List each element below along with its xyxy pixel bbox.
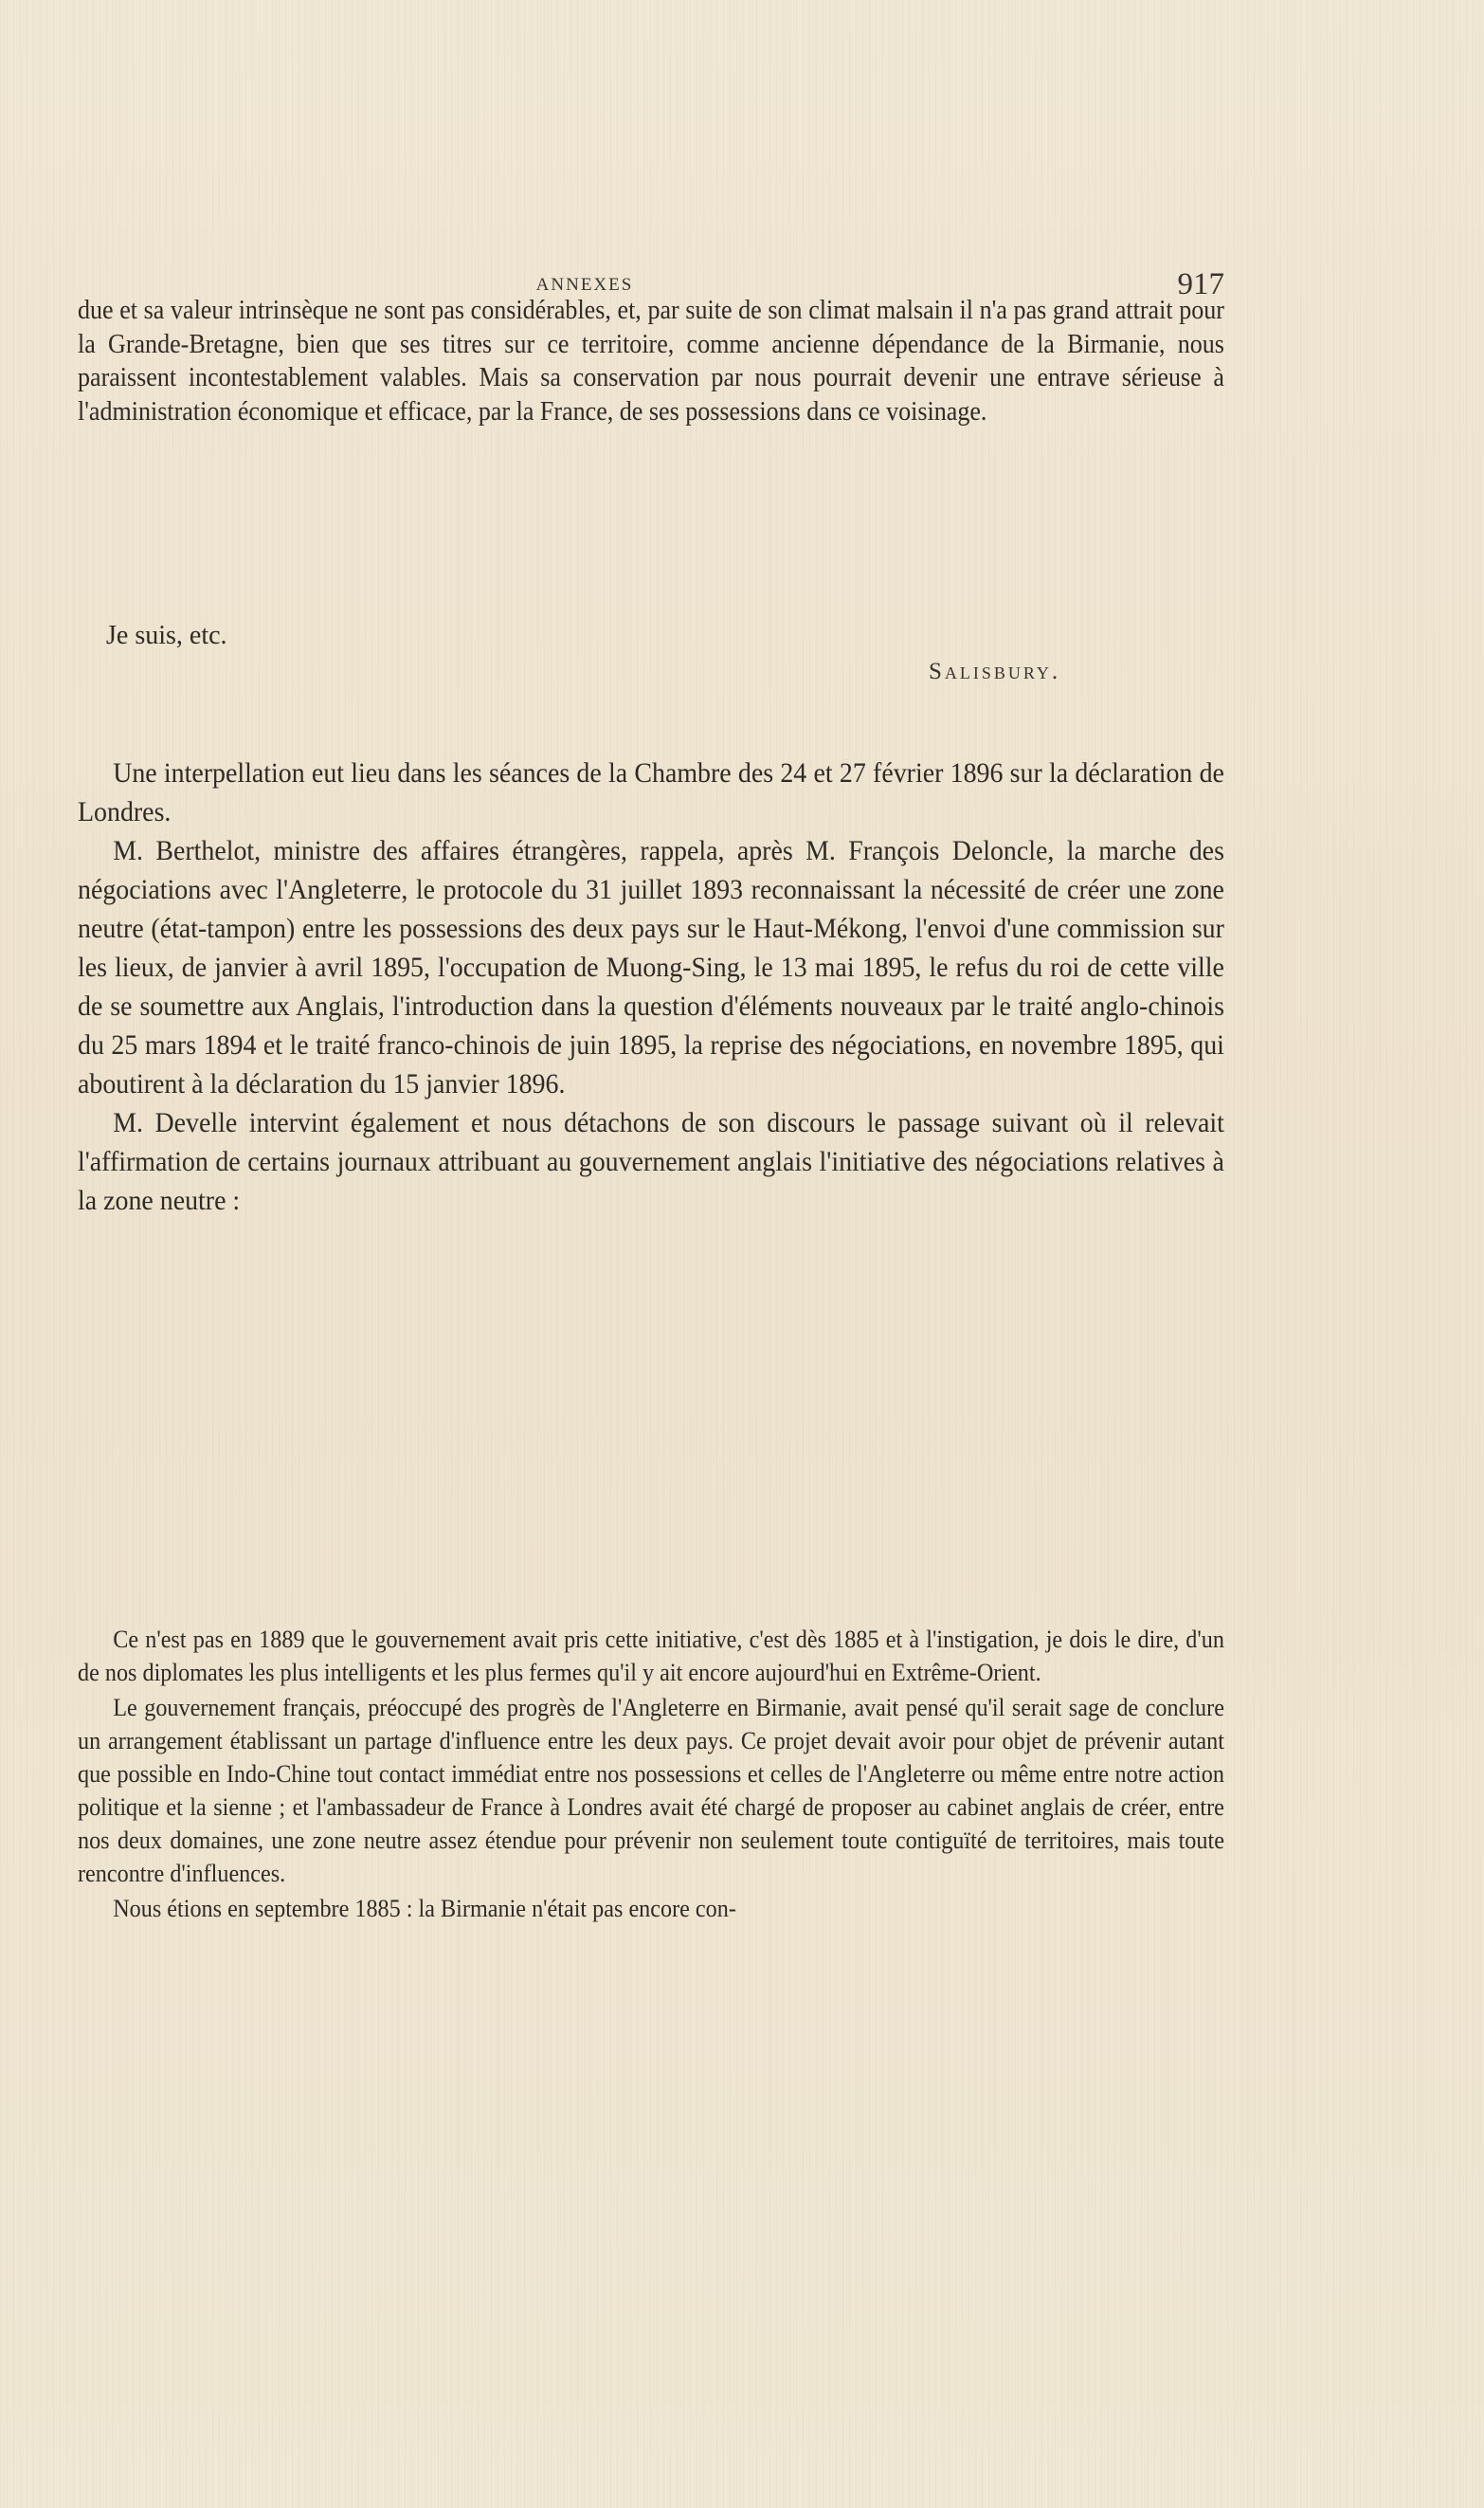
quote-paragraph-september: Nous étions en septembre 1885 : la Birmanie n'était pas encore con- (113, 1895, 736, 1922)
narrative-paragraph-berthelot: M. Berthelot, ministre des affaires étrangères, rappela, après M. François Deloncle, la marche des négociations avec l'Angleterre, le protocole du 31 juillet 1893 reconnaissant la nécessité de créer une zone neutre (état-tampon) entre les possessions des deux pays sur le Haut-Mékong, l'envoi d'une commission sur les lieux, de janvier à avril 1895, l'occupation de Muong-Sing, le 13 mai 1895, le refus du roi de cette ville de se soumettre aux Anglais, l'introduction dans la question d'éléments nouveaux par le traité anglo-chinois du 25 mars 1894 et le traité franco-chinois de juin 1895, la reprise des négociations, en novembre 1895, qui aboutirent à la déclaration du 15 janvier 1896. (78, 835, 1224, 1100)
quoted-speech (78, 1623, 1224, 1925)
running-title: ANNEXES (535, 275, 634, 295)
page-number: 917 (1177, 267, 1224, 301)
letter-paragraph: due et sa valeur intrinsèque ne sont pas considérables, et, par suite de son climat malsain il n'a pas grand attrait pour la Grande-Bretagne, bien que ses titres sur ce territoire, comme ancienne dépendance de la Birmanie, nous paraissent incontestablement valables. Mais sa conservation par nous pourrait devenir une entrave sérieuse à l'administration économique et efficace, par la France, de ses possessions dans ce voisinage. (78, 296, 1224, 427)
narrative-section (78, 754, 1224, 1220)
narrative-paragraph-develle: M. Develle intervint également et nous détachons de son discours le passage suivant où il relevait l'affirmation de certains journaux attribuant au gouvernement anglais l'initiative des négociations relatives à la zone neutre : (78, 1107, 1224, 1216)
narrative-paragraph-interpellation: Une interpellation eut lieu dans les séances de la Chambre des 24 et 27 février 1896 sur la déclaration de Londres. (78, 757, 1224, 827)
quote-paragraph-government: Le gouvernement français, préoccupé des progrès de l'Angleterre en Birmanie, avait pensé qu'il serait sage de conclure un arrangement établissant un partage d'influence entre les deux pays. Ce projet devait avoir pour objet de prévenir autant que possible en Indo-Chine tout contact immédiat entre nos possessions et celles de l'Angleterre ou même entre notre action politique et la sienne ; et l'ambassadeur de France à Londres avait été chargé de proposer au cabinet anglais de créer, entre nos deux domaines, une zone neutre assez étendue pour prévenir non seulement toute contiguïté de territoires, mais toute rencontre d'influences. (78, 1694, 1224, 1887)
letter-signature: Salisbury. (929, 659, 1061, 684)
letter-closing: Je suis, etc. (106, 621, 227, 650)
letter-continuation (78, 294, 1224, 428)
quote-paragraph-initiative: Ce n'est pas en 1889 que le gouvernement avait pris cette initiative, c'est dès 1885 et à l'instigation, je dois le dire, d'un de nos diplomates les plus intelligents et les plus fermes qu'il y ait encore aujourd'hui en Extrême-Orient. (78, 1626, 1224, 1686)
